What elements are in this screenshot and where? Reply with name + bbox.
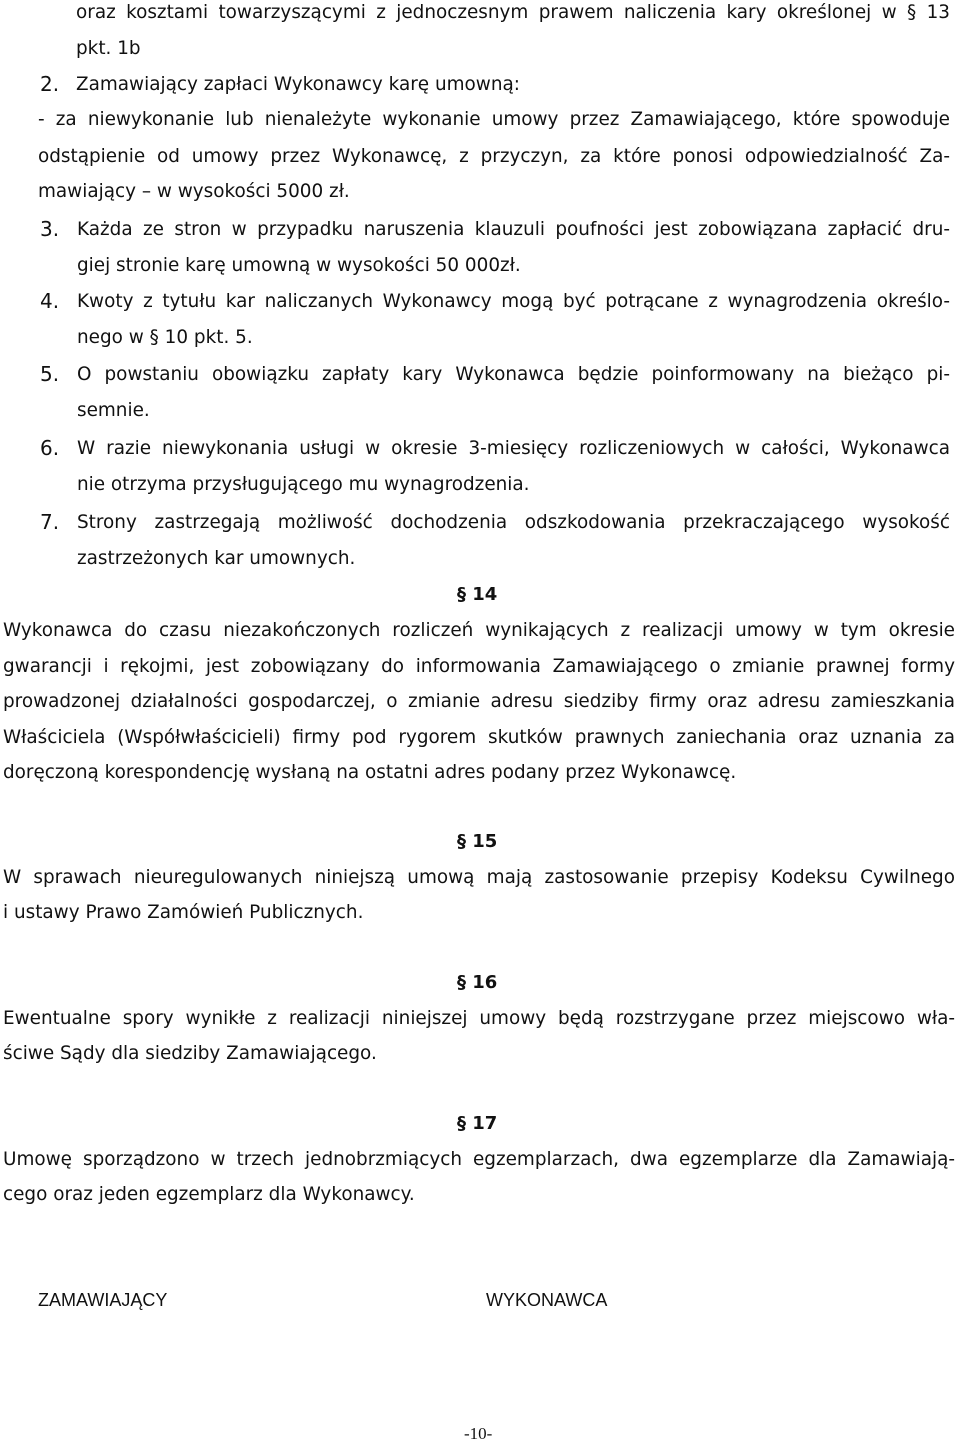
item-text: W razie niewykonania usługi w okresie 3-miesięcy rozliczeniowych w całości, Wykonawca: [77, 438, 950, 459]
paragraph-line: Umowę sporządzono w trzech jednobrzmiących egzemplarzach, dwa egzemplarze dla Zamawiają-: [3, 1149, 955, 1170]
page-number: -10-: [464, 1424, 493, 1443]
item-text: - za niewykonanie lub nienależyte wykonanie umowy przez Zamawiającego, które spowoduje: [38, 109, 950, 130]
paragraph-line: gwarancji i rękojmi, jest zobowiązany do informowania Zamawiającego o zmianie prawnej formy: [3, 656, 955, 677]
signature-label-left: ZAMAWIAJĄCY: [38, 1290, 168, 1310]
continuation-line: oraz kosztami towarzyszącymi z jednoczesnym prawem naliczenia kary określonej w § 13: [76, 2, 950, 23]
paragraph-line: i ustawy Prawo Zamówień Publicznych.: [3, 902, 364, 923]
paragraph-line: cego oraz jeden egzemplarz dla Wykonawcy.: [3, 1184, 415, 1205]
continuation-line: pkt. 1b: [76, 38, 141, 59]
item-text: nego w § 10 pkt. 5.: [77, 327, 253, 348]
item-text: mawiający – w wysokości 5000 zł.: [38, 181, 350, 202]
section-heading: § 17: [457, 1113, 498, 1134]
item-text: odstąpienie od umowy przez Wykonawcę, z przyczyn, za które ponosi odpowiedzialność Za-: [38, 146, 950, 167]
paragraph-line: ściwe Sądy dla siedziby Zamawiającego.: [3, 1043, 377, 1064]
section-heading: § 15: [457, 831, 498, 852]
paragraph-line: doręczoną korespondencję wysłaną na ostatni adres podany przez Wykonawcę.: [3, 762, 737, 783]
section-heading: § 14: [457, 584, 498, 605]
paragraph-line: prowadzonej działalności gospodarczej, o zmianie adresu siedziby firmy oraz adresu zamieszkania: [3, 691, 955, 712]
item-text: giej stronie karę umowną w wysokości 50 000zł.: [77, 255, 521, 276]
item-text: nie otrzyma przysługującego mu wynagrodzenia.: [77, 474, 530, 495]
item-number: 6.: [40, 436, 60, 460]
item-number: 4.: [40, 289, 60, 313]
item-number: 7.: [40, 510, 60, 534]
paragraph-line: Wykonawca do czasu niezakończonych rozliczeń wynikających z realizacji umowy w tym okresie: [3, 620, 955, 641]
paragraph-line: W sprawach nieuregulowanych niniejszą umową mają zastosowanie przepisy Kodeksu Cywilnego: [3, 867, 955, 888]
item-number: 3.: [40, 217, 60, 241]
item-text: zastrzeżonych kar umownych.: [77, 548, 356, 569]
item-text: Zamawiający zapłaci Wykonawcy karę umowną:: [76, 74, 520, 95]
signature-label-right: WYKONAWCA: [486, 1290, 608, 1310]
item-text: Strony zastrzegają możliwość dochodzenia odszkodowania przekraczającego wysokość: [77, 512, 950, 533]
item-number: 5.: [40, 362, 60, 386]
paragraph-line: Właściciela (Współwłaścicieli) firmy pod rygorem skutków prawnych zaniechania oraz uznania za: [3, 727, 955, 748]
item-text: Kwoty z tytułu kar naliczanych Wykonawcy mogą być potrącane z wynagrodzenia określo-: [77, 291, 950, 312]
paragraph-line: Ewentualne spory wynikłe z realizacji niniejszej umowy będą rozstrzygane przez miejscowo wła-: [3, 1008, 955, 1029]
item-number: 2.: [40, 72, 60, 96]
item-text: Każda ze stron w przypadku naruszenia klauzuli poufności jest zobowiązana zapłacić dru-: [77, 219, 950, 240]
section-heading: § 16: [457, 972, 498, 993]
item-text: O powstaniu obowiązku zapłaty kary Wykonawca będzie poinformowany na bieżąco pi-: [77, 364, 950, 385]
item-text: semnie.: [77, 400, 150, 421]
